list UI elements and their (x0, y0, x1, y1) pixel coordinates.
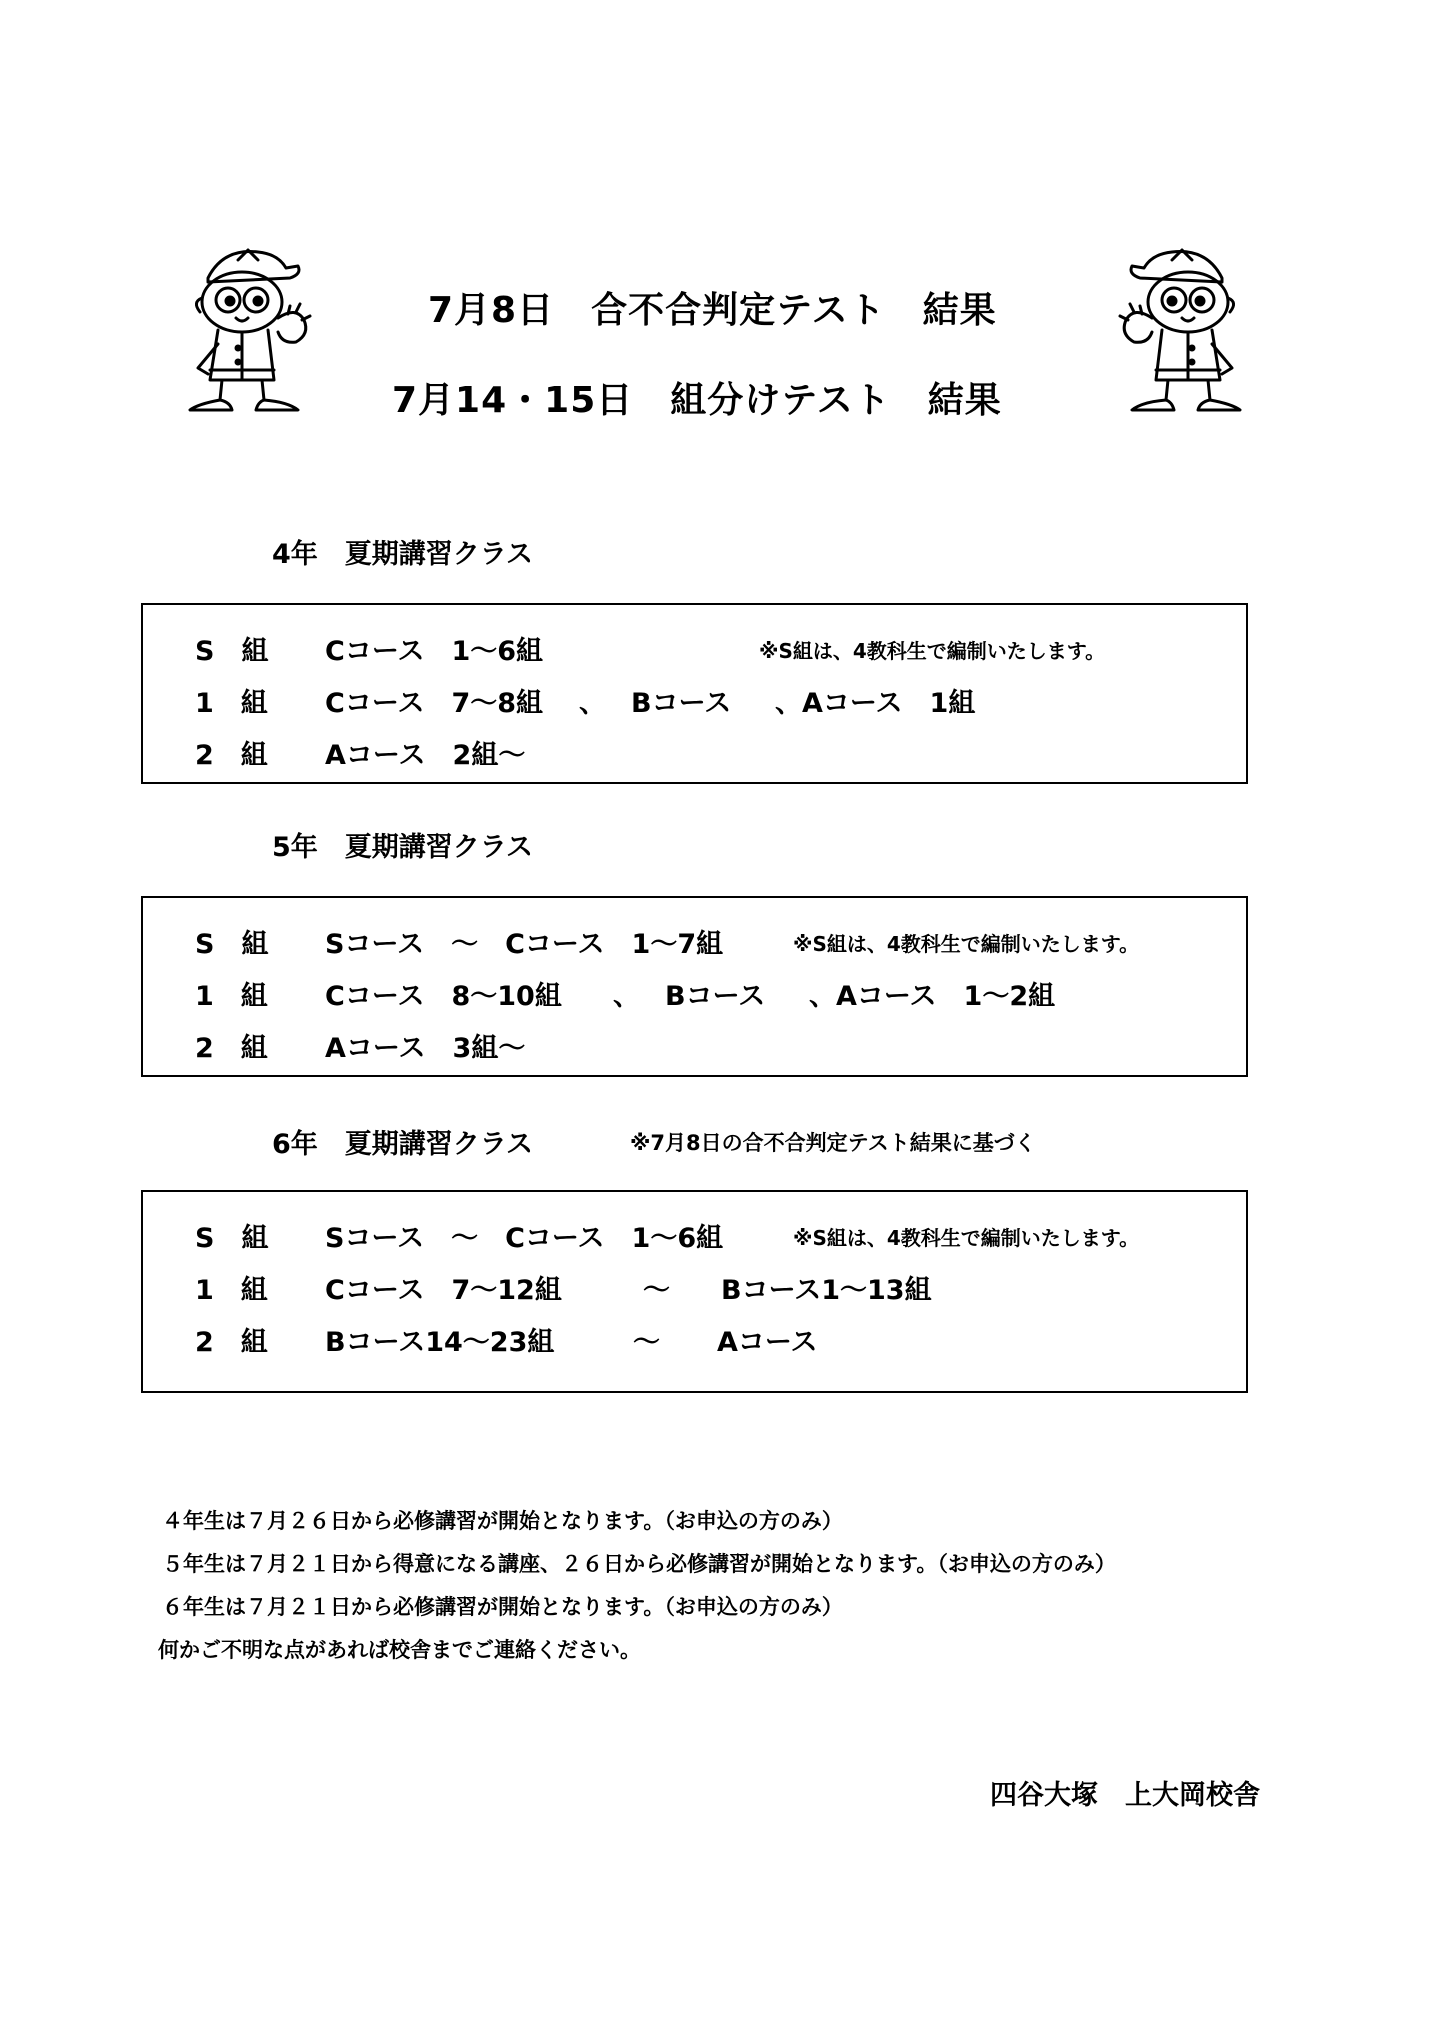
group-label: 1 組 (195, 688, 268, 719)
course-text: Bコース1〜13組 (721, 1275, 932, 1306)
section-title-grade5: 5年 夏期講習クラス (272, 832, 533, 863)
class-box-grade6 (141, 1190, 1248, 1393)
mascot-left-illustration (178, 240, 318, 415)
group-label: 2 組 (195, 1327, 268, 1358)
course-text: Bコース (631, 688, 732, 719)
table-row (143, 922, 1246, 962)
group-label: 1 組 (195, 1275, 268, 1306)
course-text: 、Aコース 1組 (775, 688, 976, 719)
separator-text: 、 (613, 981, 640, 1012)
course-text: 、Aコース 1〜2組 (809, 981, 1056, 1012)
separator-text: 〜 (633, 1327, 660, 1358)
course-text: Cコース 1〜6組 (325, 636, 544, 667)
table-row (143, 974, 1246, 1014)
table-row (143, 1268, 1246, 1308)
course-text: Cコース 8〜10組 (325, 981, 562, 1012)
table-row (143, 733, 1246, 773)
group-note: ※S組は、4教科生で編制いたします。 (759, 639, 1106, 663)
class-box-grade5 (141, 896, 1248, 1077)
footer-note-grade4: ４年生は７月２６日から必修講習が開始となります。（お申込の方のみ） (162, 1509, 843, 1533)
course-text: Aコース 3組〜 (325, 1033, 526, 1064)
table-row (143, 1216, 1246, 1256)
footer-contact-note: 何かご不明な点があれば校舎までご連絡ください。 (158, 1638, 641, 1662)
class-box-grade4 (141, 603, 1248, 784)
table-row (143, 1026, 1246, 1066)
section-title-grade4: 4年 夏期講習クラス (272, 539, 533, 570)
footer-note-grade5: ５年生は７月２１日から得意になる講座、２６日から必修講習が開始となります。（お申込の方のみ） (162, 1552, 1116, 1576)
course-text: Aコース (717, 1327, 818, 1358)
separator-text: 〜 (643, 1275, 670, 1306)
course-text: Sコース 〜 Cコース 1〜7組 (325, 929, 724, 960)
group-note: ※S組は、4教科生で編制いたします。 (793, 932, 1140, 956)
table-row (143, 629, 1246, 669)
group-label: 1 組 (195, 981, 268, 1012)
school-signature: 四谷大塚 上大岡校舎 (990, 1780, 1260, 1811)
group-note: ※S組は、4教科生で編制いたします。 (793, 1226, 1140, 1250)
section-title-grade6: 6年 夏期講習クラス (272, 1129, 533, 1160)
course-text: Bコース14〜23組 (325, 1327, 555, 1358)
group-label: S 組 (195, 1223, 269, 1254)
section-note-grade6: ※7月8日の合不合判定テスト結果に基づく (630, 1131, 1036, 1155)
group-label: S 組 (195, 929, 269, 960)
course-text: Sコース 〜 Cコース 1〜6組 (325, 1223, 724, 1254)
group-label: 2 組 (195, 1033, 268, 1064)
mascot-right-illustration (1112, 240, 1252, 415)
table-row (143, 681, 1246, 721)
group-label: 2 組 (195, 740, 268, 771)
group-label: S 組 (195, 636, 269, 667)
title-line-2: 7月14・15日 組分けテスト 結果 (392, 380, 1002, 421)
course-text: Aコース 2組〜 (325, 740, 526, 771)
table-row (143, 1320, 1246, 1360)
separator-text: 、 (579, 688, 606, 719)
course-text: Cコース 7〜12組 (325, 1275, 562, 1306)
course-text: Bコース (665, 981, 766, 1012)
course-text: Cコース 7〜8組 (325, 688, 544, 719)
title-line-1: 7月8日 合不合判定テスト 結果 (428, 290, 997, 331)
footer-note-grade6: ６年生は７月２１日から必修講習が開始となります。（お申込の方のみ） (162, 1595, 843, 1619)
